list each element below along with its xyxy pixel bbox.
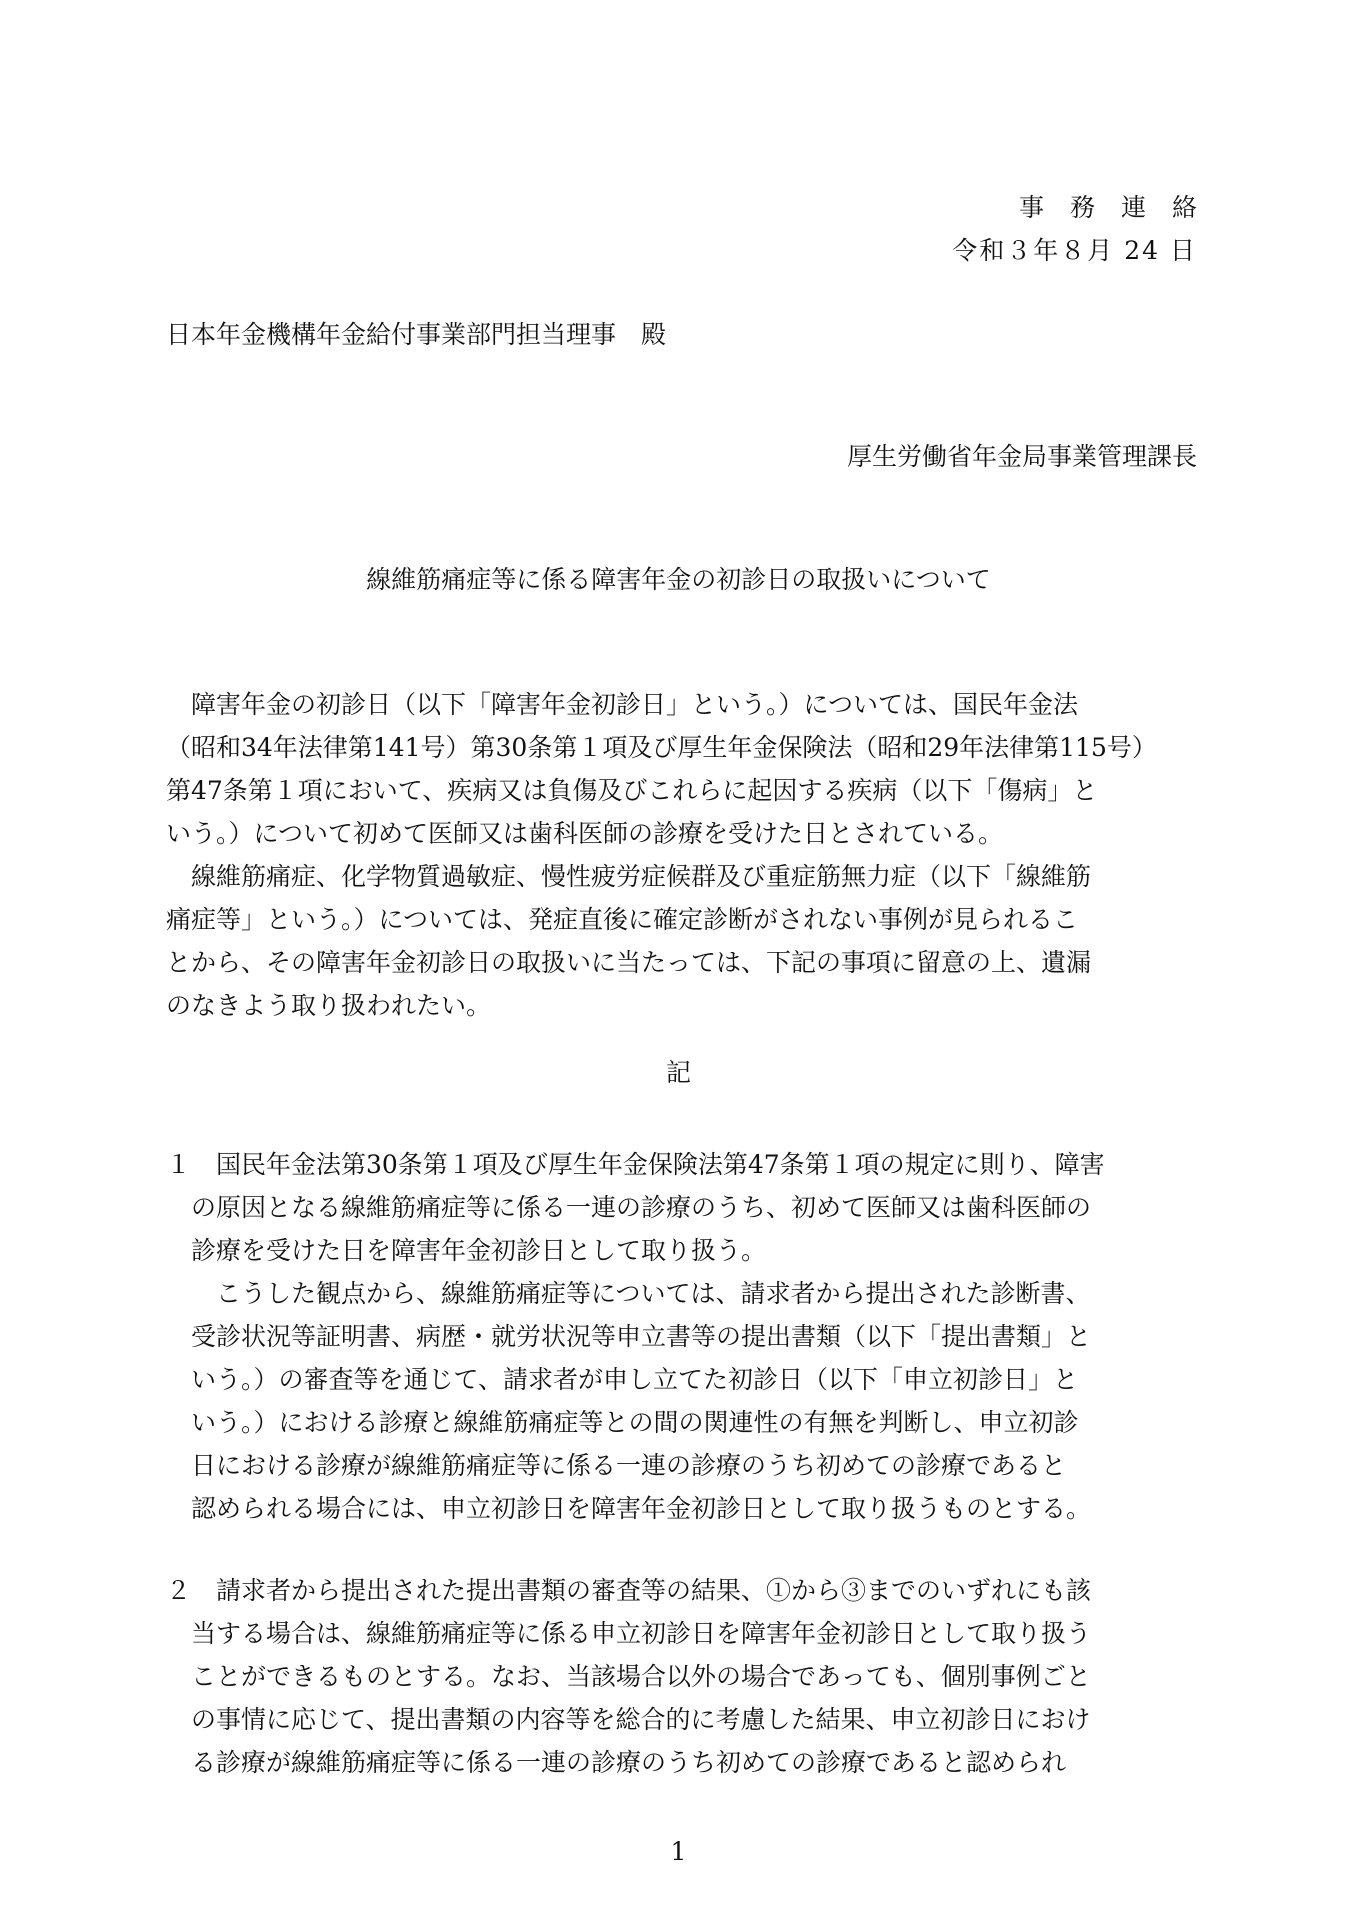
item-line: 国民年金法第30条第１項及び厚生年金保険法第47条第１項の規定に則り、障害: [216, 1150, 1105, 1179]
page-number: 1: [670, 1837, 687, 1866]
intro-line: いう。）について初めて医師又は歯科医師の診療を受けた日とされている。: [166, 819, 1004, 848]
item-line: こうした観点から、線維筋痛症等については、請求者から提出された診断書、: [216, 1279, 1091, 1308]
intro-line: 第47条第１項において、疾病又は負傷及びこれらに起因する疾病（以下「傷病」と: [166, 776, 1098, 805]
item-number: １: [166, 1150, 192, 1179]
intro-line: 障害年金の初診日（以下「障害年金初診日」という。）については、国民年金法: [191, 690, 1079, 719]
item-line: 受診状況等証明書、病歴・就労状況等申立書等の提出書類（以下「提出書類」と: [191, 1322, 1092, 1351]
intro-line: 線維筋痛症、化学物質過敏症、慢性疲労症候群及び重症筋無力症（以下「線維筋: [191, 862, 1092, 891]
document-date: 令和３年８月 24 日: [952, 236, 1197, 265]
item-line: 当する場合は、線維筋痛症等に係る申立初診日を障害年金初診日として取り扱う: [191, 1619, 1092, 1648]
item-line: ことができるものとする。なお、当該場合以外の場合であっても、個別事例ごと: [191, 1662, 1091, 1691]
item-line: 認められる場合には、申立初診日を障害年金初診日として取り扱うものとする。: [191, 1494, 1092, 1523]
document-title: 線維筋痛症等に係る障害年金の初診日の取扱いについて: [366, 565, 991, 594]
sender: 厚生労働省年金局事業管理課長: [846, 442, 1197, 471]
item-line: る診療が線維筋痛症等に係る一連の診療のうち初めての診療であると認められ: [191, 1748, 1067, 1777]
item-line: 請求者から提出された提出書類の審査等の結果、①から③までのいずれにも該: [216, 1576, 1092, 1605]
document-type: 事務連絡: [1018, 193, 1223, 222]
addressee: 日本年金機構年金給付事業部門担当理事 殿: [166, 320, 667, 349]
item-line: の原因となる線維筋痛症等に係る一連の診療のうち、初めて医師又は歯科医師の: [191, 1193, 1092, 1222]
intro-line: のなきよう取り扱われたい。: [166, 991, 492, 1020]
item-line: の事情に応じて、提出書類の内容等を総合的に考慮した結果、申立初診日におけ: [191, 1705, 1091, 1734]
intro-line: （昭和34年法律第141号）第30条第１項及び厚生年金保険法（昭和29年法律第115号）: [166, 733, 1157, 762]
intro-line: 痛症等」という。）については、発症直後に確定診断がされない事例が見られるこ: [166, 905, 1079, 934]
item-number: ２: [166, 1576, 192, 1605]
item-line: いう。）の審査等を通じて、請求者が申し立てた初診日（以下「申立初診日」と: [191, 1365, 1079, 1394]
item-line: 日における診療が線維筋痛症等に係る一連の診療のうち初めての診療であると: [191, 1451, 1067, 1480]
ki-heading: 記: [665, 1058, 691, 1087]
item-line: いう。）における診療と線維筋痛症等との間の関連性の有無を判断し、申立初診: [191, 1408, 1079, 1437]
item-line: 診療を受けた日を障害年金初診日として取り扱う。: [191, 1236, 767, 1265]
intro-line: とから、その障害年金初診日の取扱いに当たっては、下記の事項に留意の上、遺漏: [166, 948, 1092, 977]
